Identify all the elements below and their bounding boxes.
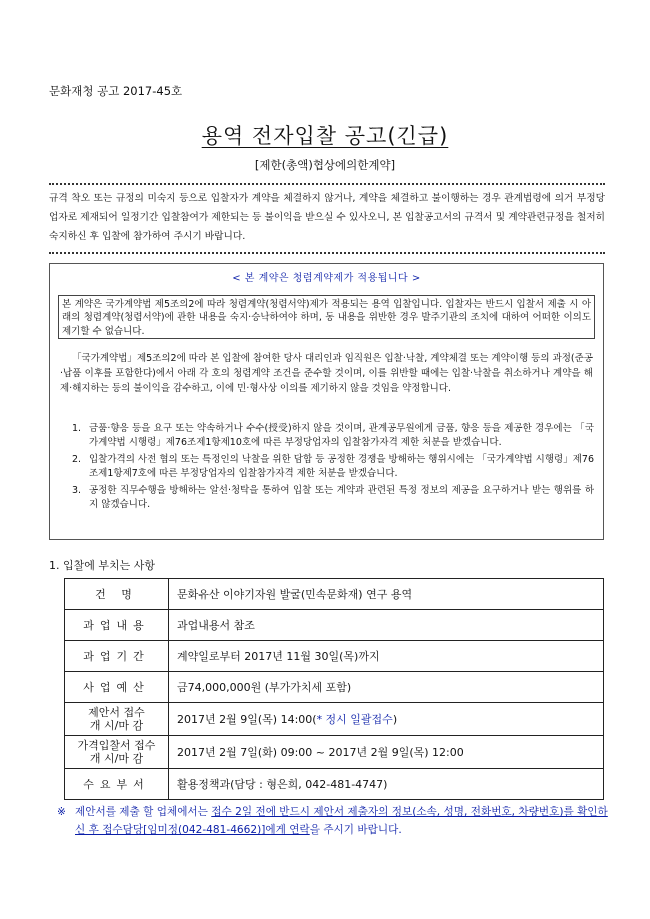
pledge-item-text: 금품·향응 등을 요구 또는 약속하거나 수수(授受)하지 않을 것이며, 관계공무원에게 금품, 향응 등을 제공한 경우에는 「국가계약법 시행령」제76조제1항제10호에 따른 부정당업자의 입찰참가자격 제한 처분을 받겠습니다. xyxy=(89,423,594,448)
table-row xyxy=(65,769,604,800)
row-label-line: 개 시/마 감 xyxy=(89,752,144,765)
integrity-box-title: < 본 계약은 청렴계약제가 적용됩니다 > xyxy=(232,273,421,284)
row-label xyxy=(65,736,169,769)
row-value: 계약일로부터 2017년 11월 30일(목)까지 xyxy=(169,641,604,672)
footnote-text-underlined: 접수 2일 전에 반드시 제안서 제출자의 정보(소속, 성명, 전화번호, 차량번호)를 확인하신 후 접수담당[임미정(042-481-4662)]에게 연락 xyxy=(75,806,608,836)
proposal-time-note: * 정시 일괄접수 xyxy=(316,713,393,726)
pledge-item xyxy=(72,484,594,512)
page-title-text: 용역 전자입찰 공고(긴급) xyxy=(201,124,449,148)
table-row xyxy=(65,672,604,703)
proposal-time: 2017년 2월 9일(목) 14:00( xyxy=(177,713,317,726)
intro-paragraph: 규격 착오 또는 규정의 미숙지 등으로 입찰자가 계약을 체결하지 않거나, 계약을 체결하고 불이행하는 경우 관계법령에 의거 부정당업자로 제재되어 일정기간 입찰참여가 제한되는 등 불이익을 받으실 수 있사오니, 본 입찰공고서의 규격서 및 계약관련규정을 철저히 숙지하신 후 입찰에 참가하여 주시기 바랍니다. xyxy=(49,193,605,242)
row-value: 활용정책과(담당 : 형은희, 042-481-4747) xyxy=(169,769,604,800)
row-label: 과업내용 xyxy=(65,610,169,641)
star-divider-top xyxy=(49,183,605,188)
table-row xyxy=(65,579,604,610)
row-label-line: 제안서 접수 xyxy=(88,706,145,719)
bid-info-table xyxy=(64,578,604,800)
pledge-item-text: 공정한 직무수행을 방해하는 알선·청탁을 통하여 입찰 또는 계약과 관련된 특정 정보의 제공을 요구하거나 받는 행위를 하지 않겠습니다. xyxy=(89,485,594,510)
row-label-line: 가격입찰서 접수 xyxy=(77,739,156,752)
table-row xyxy=(65,703,604,736)
table-row xyxy=(65,641,604,672)
pledge-item xyxy=(72,453,594,481)
footnote-text-a: 제안서를 제출 할 업체에서는 xyxy=(75,806,212,818)
row-value: 문화유산 이야기자원 발굴(민속문화재) 연구 용역 xyxy=(169,579,604,610)
integrity-contract-box xyxy=(49,263,604,540)
row-value: 금74,000,000원 (부가가치세 포함) xyxy=(169,672,604,703)
pledge-item-number: 2. xyxy=(72,454,82,465)
reference-mark-icon: ※ xyxy=(57,806,66,818)
pledge-item-number: 1. xyxy=(72,423,82,434)
row-label: 수요부서 xyxy=(65,769,169,800)
pledge-item-text: 입찰가격의 사전 협의 또는 특정인의 낙찰을 위한 담합 등 공정한 경쟁을 방해하는 행위시에는 「국가계약법 시행령」제76조제1항제7호에 따른 부정당업자의 입찰참가자격 제한 처분을 받겠습니다. xyxy=(89,454,594,479)
pledge-item xyxy=(72,422,594,450)
row-label: 사업예산 xyxy=(65,672,169,703)
integrity-inner-notice: 본 계약은 국가계약법 제5조의2에 따라 청렴계약(청렴서약)제가 적용되는 용역 입찰입니다. 입찰자는 반드시 입찰서 제출 시 아래의 청렴계약(청렴서약)에 관한 내용을 숙지·승낙하여야 하며, 동 내용을 위반한 경우 발주기관의 조치에 대하여 어떠한 이의도 제기할 수 없습니다. xyxy=(58,295,595,339)
row-label-line: 개 시/마 감 xyxy=(89,719,144,732)
pledge-item-number: 3. xyxy=(72,485,82,496)
footnote-text xyxy=(57,803,609,839)
row-value: 2017년 2월 7일(화) 09:00 ~ 2017년 2월 9일(목) 12:00 xyxy=(169,736,604,769)
star-divider-bottom xyxy=(49,252,605,257)
integrity-pledge: 「국가계약법」제5조의2에 따라 본 입찰에 참여한 당사 대리인과 임직원은 입찰·낙찰, 계약체결 또는 계약이행 등의 과정(준공·납품 이후를 포함한다)에서 아래 각 호의 청렴계약 조건을 준수할 것이며, 이를 위반할 때에는 입찰·낙찰을 취소하거나 계약을 해제·해지하는 등의 불이익을 감수하고, 이에 민·형사상 이의를 제기하지 않을 것임을 약정합니다. xyxy=(60,353,593,395)
footnote-text-c: 을 주시기 바랍니다. xyxy=(309,824,402,836)
row-label xyxy=(65,703,169,736)
notice-number: 문화재청 공고 2017-45호 xyxy=(49,84,183,98)
page-title xyxy=(0,120,650,150)
table-row xyxy=(65,736,604,769)
row-value: 과업내용서 참조 xyxy=(169,610,604,641)
row-value xyxy=(169,703,604,736)
row-label: 과업기간 xyxy=(65,641,169,672)
footnote xyxy=(57,803,609,839)
table-row xyxy=(65,610,604,641)
contract-type-subtitle: [제한(총액)협상에의한계약] xyxy=(254,158,396,172)
proposal-time-close: ) xyxy=(392,713,398,726)
pledge-items xyxy=(72,422,594,515)
section-title: 1. 입찰에 부치는 사항 xyxy=(49,559,155,572)
row-label: 건 명 xyxy=(65,579,169,610)
